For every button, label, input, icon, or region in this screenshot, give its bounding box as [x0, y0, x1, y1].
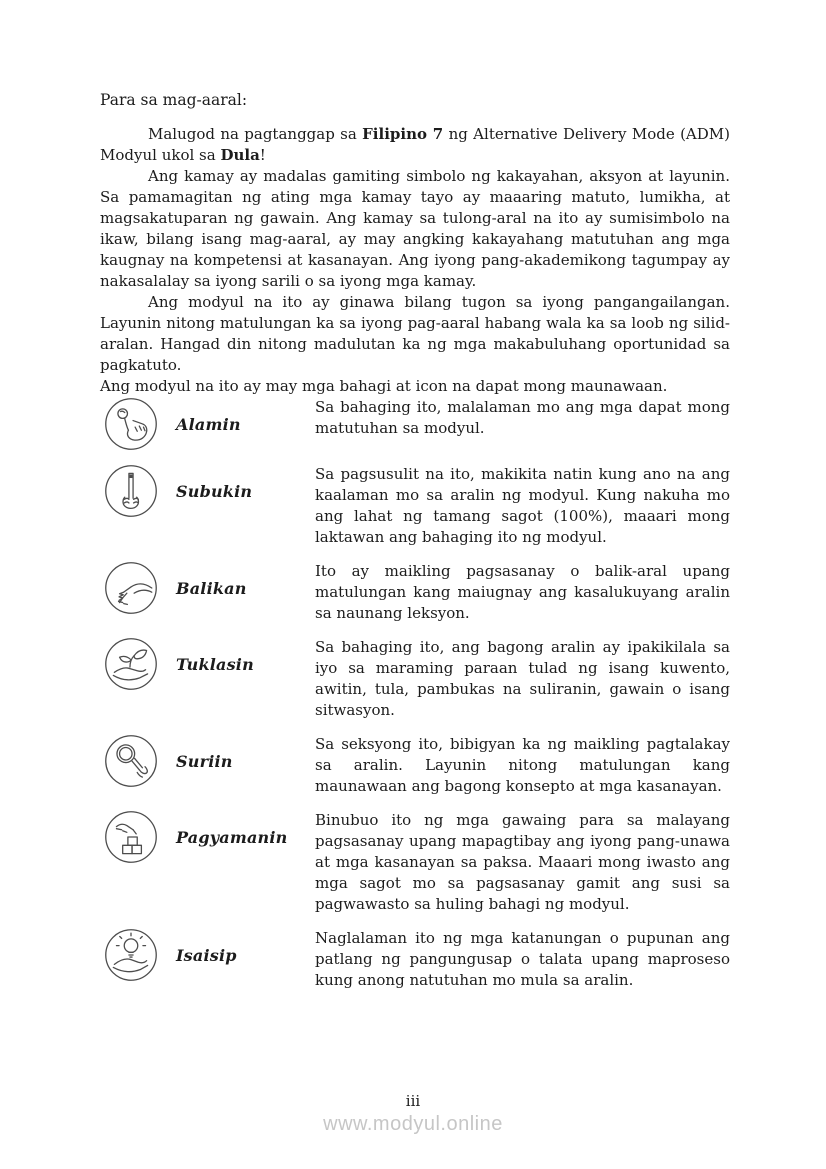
- section-description: Ito ay maikling pagsasanay o balik-aral upang matulungan kang maiugnay ang kasalukuyang aralin sa naunang leksyon.: [315, 562, 730, 622]
- pencil-hand-icon: [104, 464, 158, 518]
- table-row-tuklasin: [100, 637, 730, 721]
- sprout-hand-icon: [104, 637, 158, 691]
- table-row-suriin: [100, 734, 730, 797]
- section-label: Pagyamanin: [176, 827, 288, 847]
- intro-text-before: Malugod na pagtanggap sa: [148, 125, 363, 143]
- table-row-subukin: [100, 464, 730, 548]
- section-label: Alamin: [176, 414, 241, 434]
- section-description: Sa bahaging ito, malalaman mo ang mga dapat mong matutuhan sa modyul.: [315, 398, 730, 437]
- table-row-balikan: [100, 561, 730, 624]
- section-description: Binubuo ito ng mga gawaing para sa malayang pagsasanay upang mapagtibay ang iyong pang-unawa at mga kasanayan sa paksa. Maaari mong iwasto ang mga sagot mo sa pagsasanay gamit ang susi sa pagwawasto sa huling bahagi ng modyul.: [315, 811, 730, 913]
- section-label: Subukin: [176, 481, 253, 501]
- module-parts-table: [100, 397, 730, 1004]
- intro-text-end: !: [259, 146, 266, 164]
- tap-hand-icon: [104, 397, 158, 451]
- look-back-hand-icon: [104, 561, 158, 615]
- section-label: Balikan: [176, 578, 247, 598]
- lightbulb-hand-icon: [104, 928, 158, 982]
- section-label: Tuklasin: [176, 654, 254, 674]
- module-purpose-paragraph: Ang modyul na ito ay ginawa bilang tugon sa iyong pangangailangan. Layunin nitong matulungan ka sa iyong pag-aaral habang wala ka sa loob ng silid-aralan. Hangad din nitong madulutan ka ng mga makabuluhang oportunidad sa pagkatuto.: [100, 293, 730, 374]
- watermark: www.modyul.online: [323, 1113, 503, 1135]
- section-description: Naglalaman ito ng mga katanungan o pupunan ang patlang ng pangungusap o talata upang maproseso kung anong natutuhan mo mula sa aralin.: [315, 929, 730, 989]
- table-row-alamin: [100, 397, 730, 451]
- section-description: Sa bahaging ito, ang bagong aralin ay ipakikilala sa iyo sa maraming paraan tulad ng isang kuwento, awitin, tula, pambukas na suliranin, gawain o isang sitwasyon.: [315, 638, 730, 719]
- section-label: Suriin: [176, 751, 233, 771]
- table-row-isaisip: [100, 928, 730, 991]
- icons-note-paragraph: Ang modyul na ito ay may mga bahagi at icon na dapat mong maunawaan.: [100, 377, 668, 395]
- table-row-pagyamanin: [100, 810, 730, 915]
- section-description: Sa pagsusulit na ito, makikita natin kung ano na ang kaalaman mo sa aralin ng modyul. Kung nakuha mo ang lahat ng tamang sagot (100%), maaari mong laktawan ang bahaging ito ng modyul.: [315, 465, 730, 546]
- topic-name: Dula: [220, 146, 260, 164]
- hand-symbol-paragraph: Ang kamay ay madalas gamiting simbolo ng kakayahan, aksyon at layunin. Sa pamamagitan ng ating mga kamay tayo ay maaaring matuto, lumikha, at magsakatuparan ng gawain. Ang kamay sa tulong-aral na ito ay sumisimbolo na ikaw, bilang isang mag-aaral, ay may angking kakayahang matutuhan ang mga kaugnay na kompetensi at kasanayan. Ang iyong pang-akademikong tagumpay ay nakasalalay sa iyong sarili o sa iyong mga kamay.: [100, 167, 730, 290]
- subject-name: Filipino 7: [362, 125, 444, 143]
- section-description: Sa seksyong ito, bibigyan ka ng maikling pagtalakay sa aralin. Layunin nitong matulungan kang maunawaan ang bagong konsepto at mga kasanayan.: [315, 735, 730, 795]
- page-heading: Para sa mag-aaral:: [100, 91, 248, 109]
- page-number: iii: [405, 1092, 421, 1110]
- stacking-blocks-hand-icon: [104, 810, 158, 864]
- section-label: Isaisip: [176, 945, 237, 965]
- magnifier-hand-icon: [104, 734, 158, 788]
- intro-text-mid: ng Alternative Delivery Mode (ADM) Modyul ukol sa: [100, 125, 730, 164]
- intro-paragraph: [100, 124, 730, 166]
